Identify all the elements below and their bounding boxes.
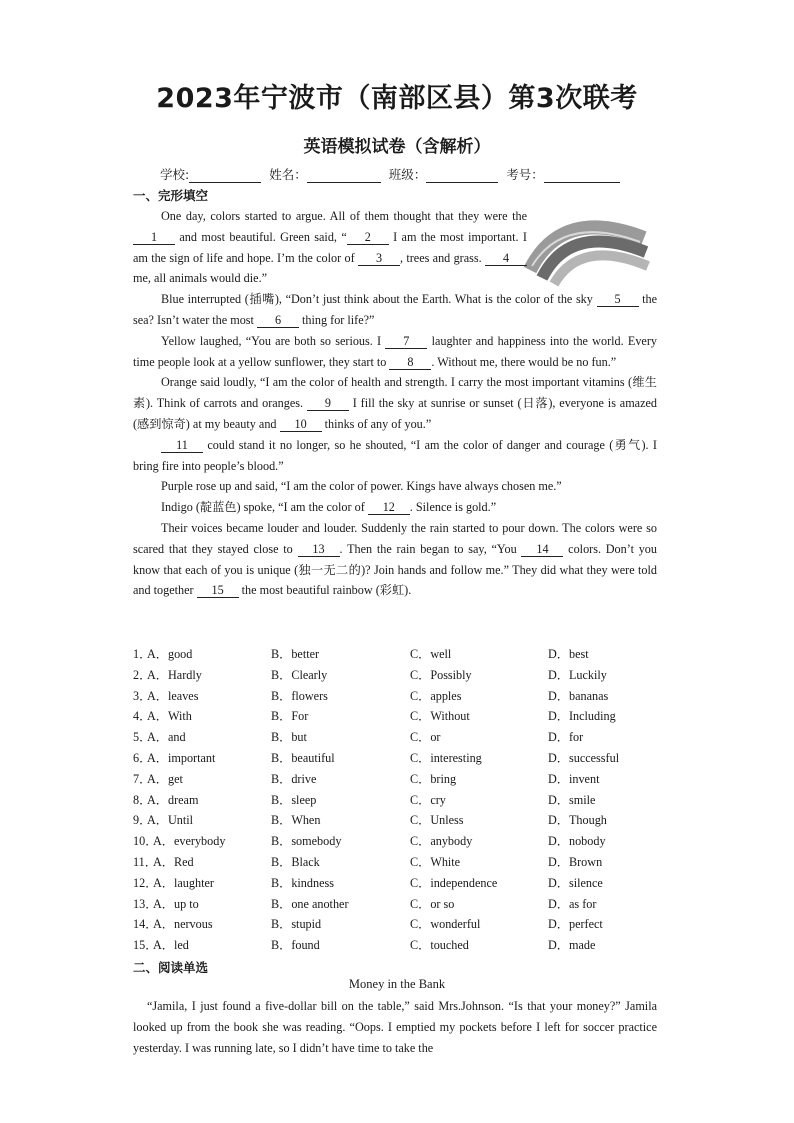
- question-row: [133, 769, 673, 790]
- option-b[interactable]: B．When: [271, 813, 321, 828]
- option-d[interactable]: D．for: [548, 730, 584, 745]
- option-d[interactable]: D．Brown: [548, 854, 603, 869]
- option-b[interactable]: B．better: [271, 647, 320, 661]
- question-row: [133, 790, 673, 811]
- question-row: [133, 852, 673, 873]
- option-c[interactable]: C．or so: [410, 896, 455, 911]
- question-number: 3．: [133, 688, 152, 703]
- blank-15[interactable]: 15: [197, 583, 239, 598]
- question-number: 10．: [133, 834, 158, 849]
- option-a[interactable]: A．everybody: [153, 834, 226, 849]
- cloze-paragraph: One day, colors started to argue. All of them thought that they were the 1 and most beautiful. Green said, “ 2 I am the most important. I am the sign of life and hope. I’m the color of 3 , trees and grass. 4 me, all animals would die.”: [133, 209, 527, 286]
- reading-paragraph: “Jamila, I just found a five-dollar bill on the table,” said Mrs.Johnson. “Is that your money?” Jamila looked up from the book she was reading. “Oops. I emptied my pockets before I left for soccer practice yesterday. I was running late, so I didn’t have time to take the: [133, 999, 657, 1055]
- story-title: Money in the Bank: [348, 977, 446, 991]
- option-c[interactable]: C．or: [410, 730, 441, 745]
- student-info-line: [160, 165, 624, 183]
- question-number: 5．: [133, 730, 152, 745]
- cloze-paragraph: 11 could stand it no longer, so he shouted, “I am the color of danger and courage (勇气). I bring fire into people’s blood.”: [133, 437, 657, 473]
- question-row: [133, 810, 673, 831]
- school-field[interactable]: [189, 168, 261, 183]
- question-number: 2．: [133, 667, 152, 682]
- option-a[interactable]: A．Red: [153, 854, 194, 869]
- cloze-paragraph: Their voices became louder and louder. Suddenly the rain started to pour down. The colors were so scared that they stayed close to 13 . Then the rain began to say, “You 14 colors. Don’t you know that each of you is unique (独一无二的)? Join hands and follow me.” They did what they were told and together 15 the most beautiful rainbow (彩虹).: [133, 520, 657, 598]
- number-label: 考号：: [506, 167, 544, 182]
- name-label: 姓名：: [269, 167, 307, 182]
- option-b[interactable]: B．sleep: [271, 792, 317, 807]
- section-heading-cloze: 一、完形填空: [133, 188, 209, 203]
- cloze-paragraph: Purple rose up and said, “I am the color of power. Kings have always chosen me.”: [161, 479, 562, 494]
- cloze-paragraph: Indigo (靛蓝色) spoke, “I am the color of 12 . Silence is gold.”: [161, 500, 497, 515]
- question-number: 1．: [133, 647, 152, 661]
- reading-passage: [133, 996, 657, 1058]
- question-number: 9．: [133, 813, 152, 828]
- question-row: [133, 935, 673, 956]
- section-heading-reading: 二、阅读单选: [133, 960, 209, 975]
- question-row: [133, 831, 673, 852]
- option-a[interactable]: A．leaves: [147, 688, 199, 703]
- option-b[interactable]: B．beautiful: [271, 750, 335, 765]
- option-c[interactable]: C．independence: [410, 875, 498, 890]
- question-row: [133, 748, 673, 769]
- question-row: [133, 727, 673, 748]
- option-d[interactable]: D．bananas: [548, 688, 609, 703]
- option-a[interactable]: A．Until: [147, 813, 194, 828]
- question-row: [133, 706, 673, 727]
- option-d[interactable]: D．Though: [548, 813, 607, 828]
- question-number: 14．: [133, 917, 158, 932]
- option-c[interactable]: C．Unless: [410, 813, 464, 828]
- option-a[interactable]: A．get: [147, 771, 183, 786]
- page-title: 2023年宁波市（南部区县）第3次联考: [156, 83, 638, 114]
- blank-2[interactable]: 2: [347, 230, 389, 245]
- blank-11[interactable]: 11: [161, 438, 203, 453]
- name-field[interactable]: [307, 168, 381, 183]
- option-c[interactable]: C．interesting: [410, 750, 482, 765]
- number-field[interactable]: [544, 168, 620, 183]
- option-a[interactable]: A．nervous: [153, 917, 213, 932]
- question-number: 13．: [133, 896, 158, 911]
- option-d[interactable]: D．perfect: [548, 917, 603, 932]
- blank-10[interactable]: 10: [280, 417, 322, 432]
- option-a[interactable]: A．led: [153, 938, 189, 953]
- question-number: 7．: [133, 771, 152, 786]
- question-number: 12．: [133, 875, 158, 890]
- question-number: 11．: [133, 854, 157, 869]
- question-row: [133, 914, 673, 935]
- cloze-passage: [133, 206, 657, 601]
- option-b[interactable]: B．Clearly: [271, 667, 328, 682]
- option-d[interactable]: D．invent: [548, 771, 600, 786]
- option-c[interactable]: C．wonderful: [410, 917, 481, 932]
- question-row: [133, 665, 673, 686]
- blank-12[interactable]: 12: [368, 500, 410, 515]
- option-d[interactable]: D．Luckily: [548, 667, 607, 682]
- option-d[interactable]: D．Including: [548, 709, 616, 724]
- option-a[interactable]: A．and: [147, 730, 186, 745]
- question-number: 15．: [133, 938, 158, 953]
- blank-13[interactable]: 13: [298, 542, 340, 557]
- option-d[interactable]: D．as for: [548, 896, 597, 911]
- option-c[interactable]: C．well: [410, 647, 452, 661]
- question-number: 4．: [133, 709, 152, 724]
- option-c[interactable]: C．apples: [410, 688, 462, 703]
- blank-1[interactable]: 1: [133, 230, 175, 245]
- option-a[interactable]: A．dream: [147, 792, 199, 807]
- blank-8[interactable]: 8: [389, 355, 431, 370]
- option-c[interactable]: C．Without: [410, 709, 470, 724]
- option-b[interactable]: B．flowers: [271, 688, 328, 703]
- option-c[interactable]: C．Possibly: [410, 667, 472, 682]
- option-c[interactable]: C．White: [410, 854, 461, 869]
- option-a[interactable]: A．With: [147, 709, 192, 724]
- option-d[interactable]: D．made: [548, 938, 596, 953]
- question-row: [133, 873, 673, 894]
- option-b[interactable]: B．but: [271, 730, 307, 745]
- question-row: [133, 894, 673, 915]
- option-a[interactable]: A．up to: [153, 896, 199, 911]
- question-row: [133, 644, 673, 665]
- option-b[interactable]: B．Black: [271, 854, 320, 869]
- class-field[interactable]: [426, 168, 498, 183]
- option-b[interactable]: B．one another: [271, 896, 349, 911]
- option-c[interactable]: C．bring: [410, 771, 457, 786]
- blank-14[interactable]: 14: [521, 542, 563, 557]
- blank-3[interactable]: 3: [358, 251, 400, 266]
- option-a[interactable]: A．good: [147, 647, 193, 661]
- blank-7[interactable]: 7: [385, 334, 427, 349]
- question-number: 8．: [133, 792, 152, 807]
- option-d[interactable]: D．nobody: [548, 834, 606, 849]
- option-c[interactable]: C．anybody: [410, 834, 473, 849]
- option-d[interactable]: D．silence: [548, 875, 603, 890]
- school-label: 学校:: [160, 167, 190, 182]
- option-a[interactable]: A．Hardly: [147, 667, 202, 682]
- option-b[interactable]: B．kindness: [271, 875, 334, 890]
- blank-9[interactable]: 9: [307, 396, 349, 411]
- cloze-paragraph: Blue interrupted (插嘴), “Don’t just think about the Earth. What is the color of the sky 5 the sea? Isn’t water the most 6 thing for life?”: [133, 292, 658, 327]
- option-a[interactable]: A．important: [147, 750, 216, 765]
- cloze-options: [133, 644, 673, 956]
- option-b[interactable]: B．somebody: [271, 834, 342, 849]
- cloze-paragraph: Orange said loudly, “I am the color of health and strength. I carry the most important vitamins (维生素). Think of carrots and oranges. 9 I fill the sky at sunrise or sunset (日落), everyone is amazed (感到惊奇) at my beauty and 10 thinks of any of you.”: [133, 375, 657, 431]
- blank-4[interactable]: 4: [485, 251, 527, 266]
- question-row: [133, 686, 673, 707]
- option-d[interactable]: D．best: [548, 647, 589, 661]
- class-label: 班级：: [388, 167, 427, 182]
- question-number: 6．: [133, 750, 152, 765]
- cloze-paragraph: Yellow laughed, “You are both so serious. I 7 laughter and happiness into the world. Every time people look at a yellow sunflower, they start to 8 . Without me, there would be no fun.”: [133, 333, 657, 369]
- option-b[interactable]: B．drive: [271, 771, 317, 786]
- option-b[interactable]: B．For: [271, 709, 309, 724]
- option-d[interactable]: D．smile: [548, 792, 596, 807]
- option-c[interactable]: C．touched: [410, 938, 469, 953]
- option-a[interactable]: A．laughter: [153, 875, 214, 890]
- option-b[interactable]: B．found: [271, 938, 320, 953]
- option-c[interactable]: C．cry: [410, 792, 446, 807]
- blank-5[interactable]: 5: [597, 292, 639, 307]
- blank-6[interactable]: 6: [257, 313, 299, 328]
- option-d[interactable]: D．successful: [548, 750, 620, 765]
- page-subtitle: 英语模拟试卷（含解析）: [303, 137, 491, 157]
- option-b[interactable]: B．stupid: [271, 917, 322, 932]
